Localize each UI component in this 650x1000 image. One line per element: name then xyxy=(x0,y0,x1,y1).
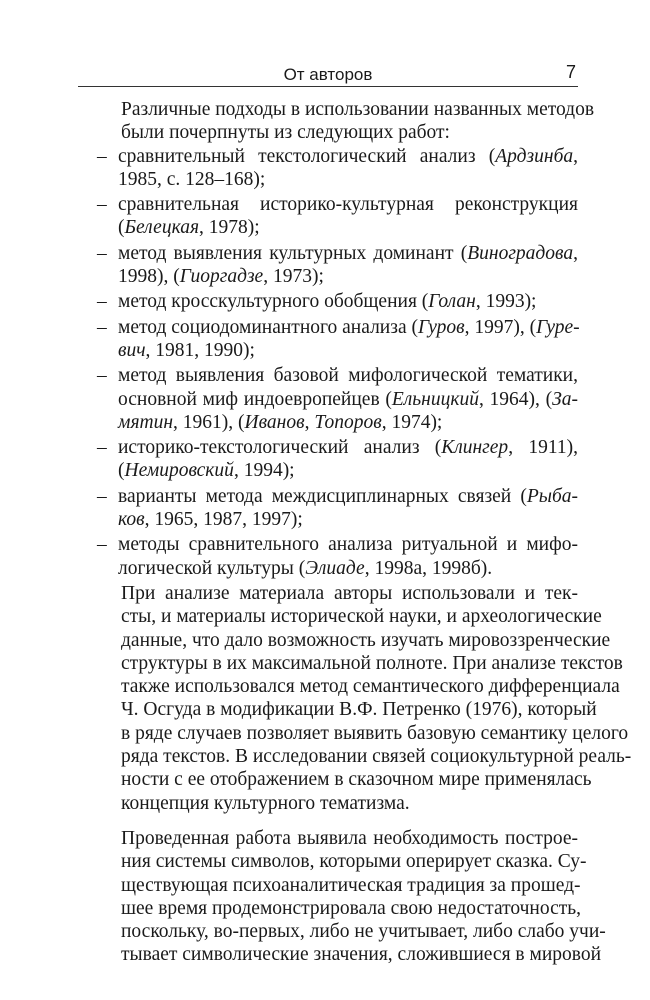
text-run: ( xyxy=(118,217,125,239)
author-citation: За- xyxy=(552,388,578,410)
text-run: , 1998а, 1998б). xyxy=(364,557,493,579)
text-run: , xyxy=(573,242,578,264)
text-run: ( xyxy=(118,460,125,482)
text-line: были почерпнуты из следующих работ: xyxy=(121,122,450,144)
methods-list xyxy=(93,145,578,580)
page-body xyxy=(93,98,632,967)
text-run: , 1911), xyxy=(508,437,578,459)
author-citation: Элиаде xyxy=(305,557,365,579)
method-list-item xyxy=(93,193,578,240)
list-dash: – xyxy=(97,316,107,338)
text-line xyxy=(118,216,578,239)
text-line xyxy=(118,459,578,482)
text-run: , 1965, 1987, 1997); xyxy=(144,509,303,531)
text-line: также использовался метод семантического дифференциала xyxy=(121,676,620,698)
author-citation: мятин xyxy=(118,411,174,433)
text-run: сравнительная историко-культурная реконструкция xyxy=(118,194,578,216)
text-line xyxy=(118,316,578,339)
text-run: метод социодоминантного анализа ( xyxy=(118,316,418,338)
text-run: метод выявления базовой мифологической тематики, xyxy=(118,365,578,387)
text-run: , xyxy=(573,145,578,167)
text-line: сты, и материалы исторической науки, и археологические xyxy=(121,606,602,628)
paragraph-analysis xyxy=(93,582,632,815)
text-run: историко-текстологический анализ ( xyxy=(118,437,442,459)
text-run: основной миф индоевропейцев ( xyxy=(118,388,392,410)
list-dash: – xyxy=(97,194,107,216)
method-list-item xyxy=(93,242,578,289)
author-citation: Гуре- xyxy=(536,316,580,338)
text-line: ряда текстов. В исследовании связей социокультурной реаль- xyxy=(121,746,632,768)
text-line xyxy=(118,508,578,531)
author-citation: Иванов xyxy=(244,411,305,433)
paragraph-symbols xyxy=(93,827,606,967)
text-line xyxy=(118,557,578,580)
text-line xyxy=(118,145,578,168)
text-line: ществующая психоаналитическая традиция за прошед- xyxy=(121,874,581,896)
author-citation: Ардзинба xyxy=(495,145,574,167)
text-line: ности с ее отображением в сказочном мире применялась xyxy=(121,769,592,791)
text-line: концепция культурного тематизма. xyxy=(121,792,410,814)
text-line: ния системы символов, которыми оперирует сказка. Су- xyxy=(121,851,587,873)
text-run: , 1978); xyxy=(199,217,260,239)
method-list-item xyxy=(93,364,578,434)
text-run: варианты метода междисциплинарных связей ( xyxy=(118,485,527,507)
text-run: , 1994); xyxy=(233,460,295,482)
method-list-item xyxy=(93,485,578,532)
list-dash: – xyxy=(97,534,107,556)
text-run: , 1974); xyxy=(381,411,443,433)
text-line xyxy=(118,265,578,288)
list-dash: – xyxy=(97,485,107,507)
text-run: , 1964), ( xyxy=(478,388,553,410)
text-line: При анализе материала авторы использовали и тек- xyxy=(121,582,578,604)
text-line: тывает символические значения, сложившиеся в мировой xyxy=(121,944,602,966)
text-line xyxy=(118,436,578,459)
text-line: шее время продемонстрировала свою недостаточность, xyxy=(121,897,582,919)
text-run: 1998), ( xyxy=(118,266,180,288)
method-list-item xyxy=(93,436,578,483)
text-run: , 1993); xyxy=(475,291,537,313)
author-citation: Гуров xyxy=(417,316,465,338)
text-run: методы сравнительного анализа ритуальной и мифо- xyxy=(118,534,578,556)
text-line: Ч. Осгуда в модификации В.Ф. Петренко (1976), который xyxy=(121,699,597,721)
list-dash: – xyxy=(97,365,107,387)
author-citation: Ельницкий xyxy=(391,388,479,410)
text-line xyxy=(118,168,578,191)
text-line: Различные подходы в использовании названных методов xyxy=(121,99,595,120)
author-citation: Виноградова xyxy=(467,242,574,264)
method-list-item xyxy=(93,290,578,313)
text-line xyxy=(118,290,578,313)
text-line: данные, что дало возможность изучать мировоззренческие xyxy=(121,629,611,651)
text-line xyxy=(118,339,578,362)
text-run: , 1997), ( xyxy=(464,316,537,338)
author-citation: Клингер xyxy=(441,437,509,459)
text-line xyxy=(118,193,578,216)
method-list-item xyxy=(93,533,578,580)
text-line xyxy=(118,411,578,434)
text-line: поскольку, во-первых, либо не учитывает, либо слабо учи- xyxy=(121,921,606,943)
list-dash: – xyxy=(97,242,107,264)
running-header xyxy=(78,62,578,87)
list-dash: – xyxy=(97,437,107,459)
author-citation: ков xyxy=(118,509,145,531)
text-line xyxy=(118,242,578,265)
text-run: метод выявления культурных доминант ( xyxy=(118,242,468,264)
author-citation: Немировский xyxy=(124,460,234,482)
list-dash: – xyxy=(97,291,107,313)
running-head-title: От авторов xyxy=(283,65,373,84)
intro-paragraph xyxy=(93,98,595,145)
text-line xyxy=(118,388,578,411)
text-run: , 1973); xyxy=(263,266,324,288)
text-run: 1985, с. 128–168); xyxy=(118,168,266,190)
text-run: сравнительный текстологический анализ ( xyxy=(118,145,496,167)
author-citation: вич xyxy=(118,339,146,361)
author-citation: Белецкая xyxy=(124,217,200,239)
author-citation: Гиоргадзе xyxy=(179,266,264,288)
method-list-item xyxy=(93,145,578,192)
text-line xyxy=(118,485,578,508)
text-line xyxy=(118,364,578,387)
text-run: , 1981, 1990); xyxy=(145,339,255,361)
author-citation: Голан xyxy=(428,291,476,313)
author-citation: Топоров xyxy=(314,411,382,433)
method-list-item xyxy=(93,316,578,363)
text-run: , xyxy=(304,411,315,433)
page-number: 7 xyxy=(565,62,576,82)
text-run: логической культуры ( xyxy=(118,557,306,579)
text-run: , 1961), ( xyxy=(173,411,245,433)
text-line xyxy=(118,533,578,556)
text-line: в ряде случаев позволяет выявить базовую семантику целого xyxy=(121,722,629,744)
text-line: структуры в их максимальной полноте. При анализе текстов xyxy=(121,652,623,674)
text-line: Проведенная работа выявила необходимость построе- xyxy=(121,827,578,849)
author-citation: Рыба- xyxy=(526,485,578,507)
list-dash: – xyxy=(97,145,107,167)
text-run: метод кросскультурного обобщения ( xyxy=(118,291,429,313)
